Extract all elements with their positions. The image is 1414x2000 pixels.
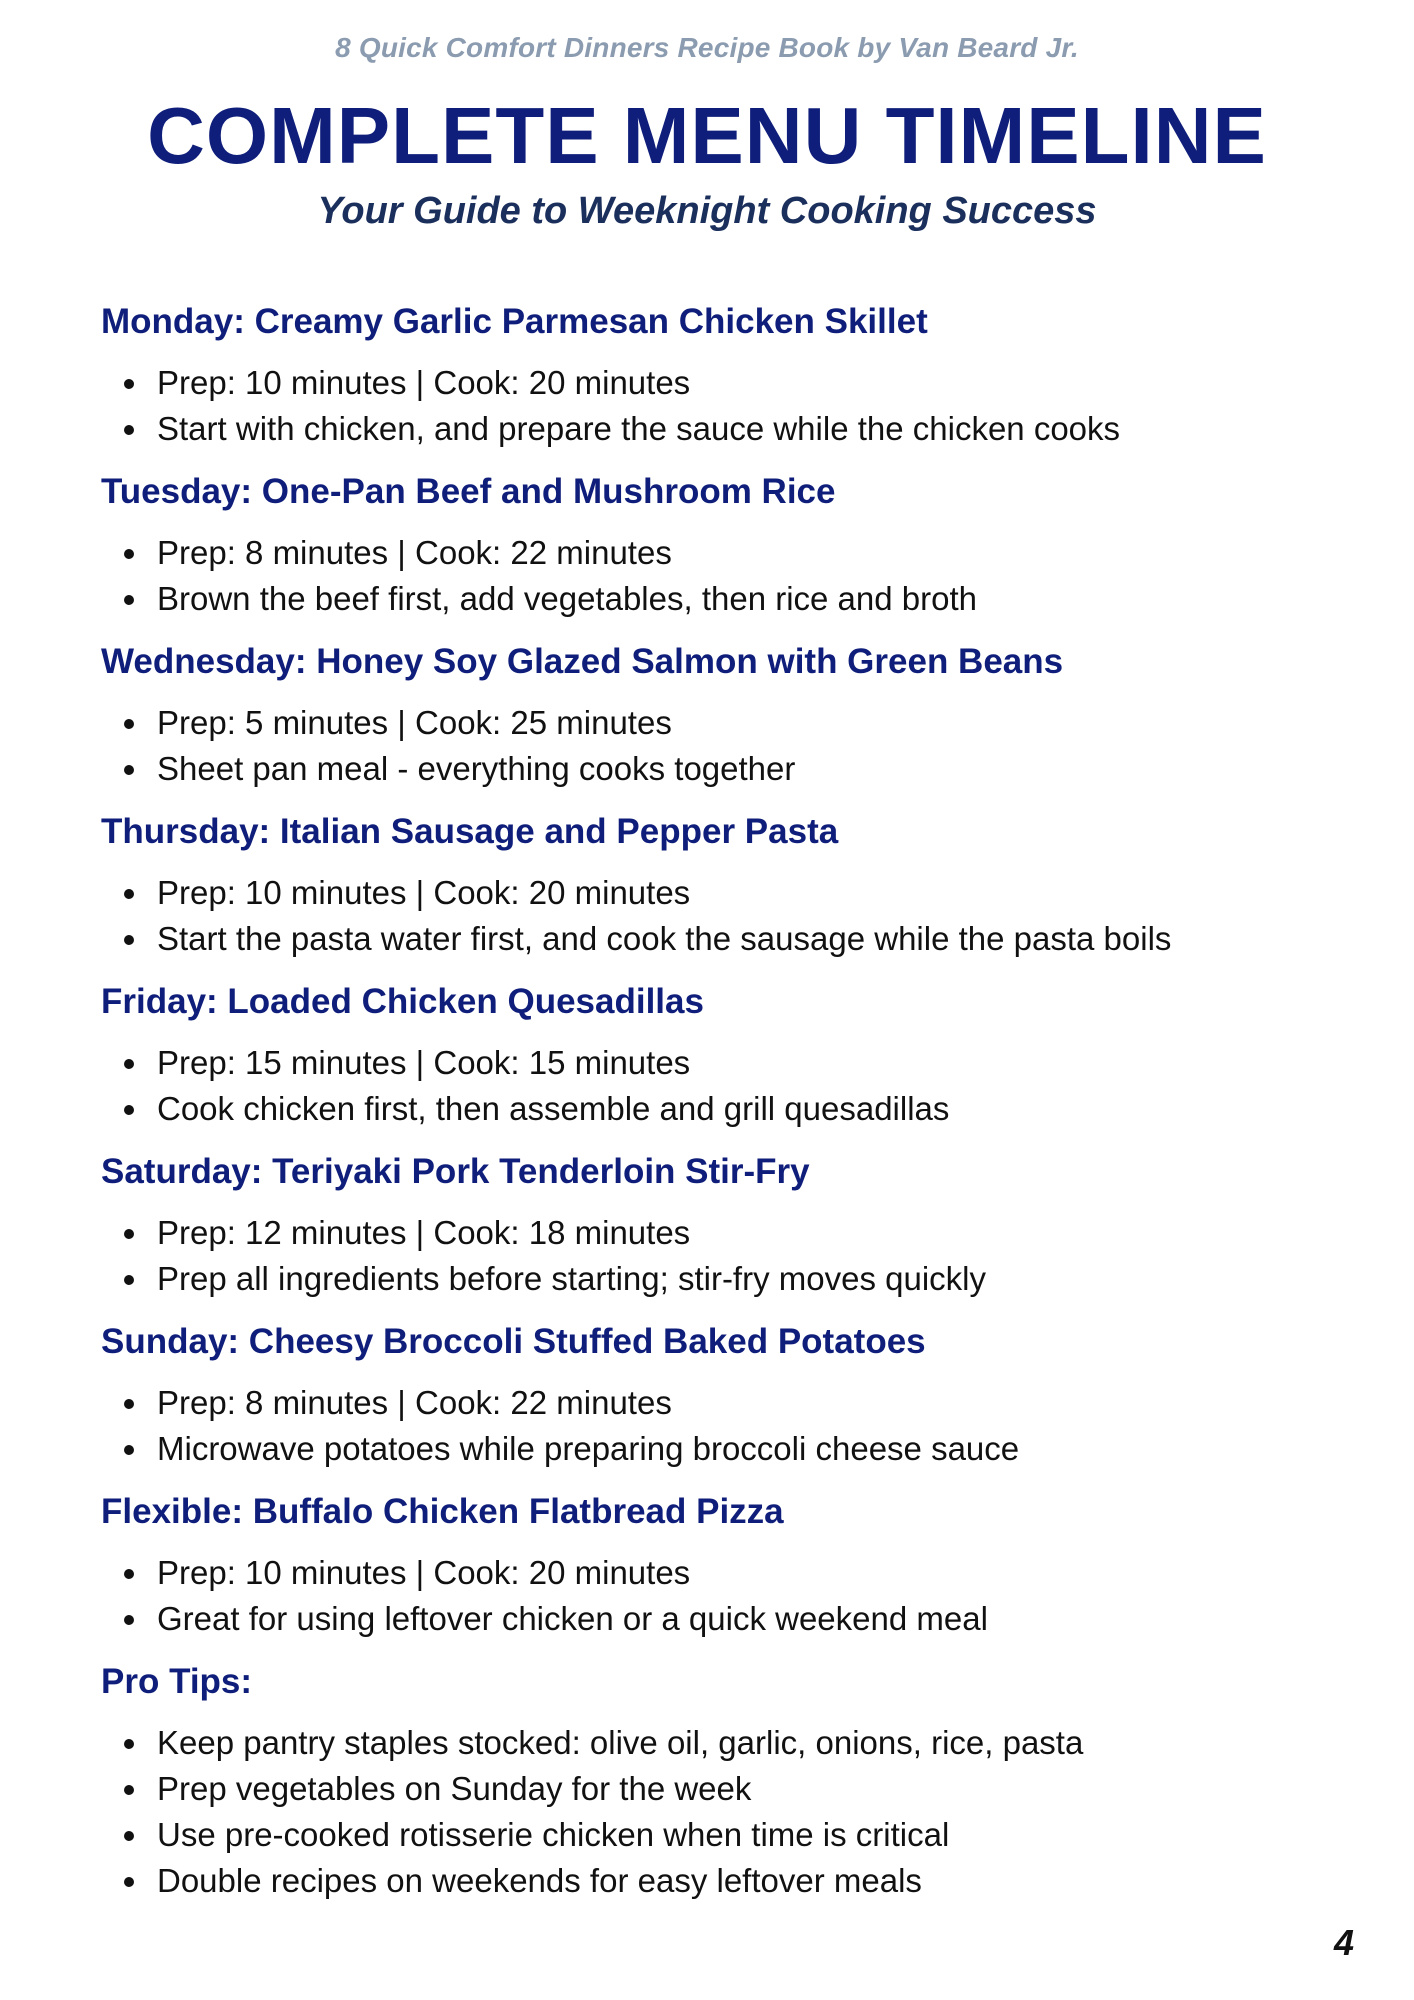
section-pro-tips xyxy=(101,1658,1301,1904)
list-item: Prep: 10 minutes | Cook: 20 minutes xyxy=(101,360,1301,406)
list-item: Prep: 8 minutes | Cook: 22 minutes xyxy=(101,1380,1301,1426)
section-heading: Friday: Loaded Chicken Quesadillas xyxy=(101,982,704,1021)
section-flexible xyxy=(101,1488,1301,1642)
page-title: COMPLETE MENU TIMELINE xyxy=(147,91,1267,180)
section-sunday xyxy=(101,1318,1301,1472)
list-item: Prep: 15 minutes | Cook: 15 minutes xyxy=(101,1040,1301,1086)
menu-timeline xyxy=(101,298,1301,1920)
section-list xyxy=(101,1720,1301,1904)
section-heading: Thursday: Italian Sausage and Pepper Pasta xyxy=(101,812,839,851)
section-tuesday xyxy=(101,468,1301,622)
list-item: Start the pasta water first, and cook the sausage while the pasta boils xyxy=(101,916,1301,962)
section-saturday xyxy=(101,1148,1301,1302)
section-list xyxy=(101,1380,1301,1472)
section-list xyxy=(101,1210,1301,1302)
section-heading: Monday: Creamy Garlic Parmesan Chicken Skillet xyxy=(101,302,928,341)
list-item: Prep: 8 minutes | Cook: 22 minutes xyxy=(101,530,1301,576)
section-heading: Pro Tips: xyxy=(101,1662,253,1701)
page-subtitle: Your Guide to Weeknight Cooking Success xyxy=(317,190,1097,232)
list-item: Prep: 10 minutes | Cook: 20 minutes xyxy=(101,1550,1301,1596)
list-item: Double recipes on weekends for easy leftover meals xyxy=(101,1858,1301,1904)
list-item: Great for using leftover chicken or a quick weekend meal xyxy=(101,1596,1301,1642)
book-title: 8 Quick Comfort Dinners Recipe Book by Van Beard Jr. xyxy=(335,32,1079,63)
list-item: Start with chicken, and prepare the sauce while the chicken cooks xyxy=(101,406,1301,452)
section-monday xyxy=(101,298,1301,452)
section-list xyxy=(101,530,1301,622)
list-item: Use pre-cooked rotisserie chicken when time is critical xyxy=(101,1812,1301,1858)
list-item: Prep: 12 minutes | Cook: 18 minutes xyxy=(101,1210,1301,1256)
list-item: Microwave potatoes while preparing broccoli cheese sauce xyxy=(101,1426,1301,1472)
section-heading: Saturday: Teriyaki Pork Tenderloin Stir-Fry xyxy=(101,1152,810,1191)
section-heading: Tuesday: One-Pan Beef and Mushroom Rice xyxy=(101,472,836,511)
section-heading: Wednesday: Honey Soy Glazed Salmon with Green Beans xyxy=(101,642,1064,681)
list-item: Prep all ingredients before starting; stir-fry moves quickly xyxy=(101,1256,1301,1302)
section-friday xyxy=(101,978,1301,1132)
section-heading: Flexible: Buffalo Chicken Flatbread Pizza xyxy=(101,1492,784,1531)
list-item: Prep: 5 minutes | Cook: 25 minutes xyxy=(101,700,1301,746)
section-heading: Sunday: Cheesy Broccoli Stuffed Baked Potatoes xyxy=(101,1322,926,1361)
section-list xyxy=(101,870,1301,962)
list-item: Prep: 10 minutes | Cook: 20 minutes xyxy=(101,870,1301,916)
list-item: Keep pantry staples stocked: olive oil, garlic, onions, rice, pasta xyxy=(101,1720,1301,1766)
section-list xyxy=(101,360,1301,452)
list-item: Prep vegetables on Sunday for the week xyxy=(101,1766,1301,1812)
list-item: Brown the beef first, add vegetables, then rice and broth xyxy=(101,576,1301,622)
list-item: Cook chicken first, then assemble and grill quesadillas xyxy=(101,1086,1301,1132)
section-list xyxy=(101,700,1301,792)
section-list xyxy=(101,1550,1301,1642)
section-thursday xyxy=(101,808,1301,962)
section-list xyxy=(101,1040,1301,1132)
list-item: Sheet pan meal - everything cooks together xyxy=(101,746,1301,792)
document-page: 8 Quick Comfort Dinners Recipe Book by Van Beard Jr. COMPLETE MENU TIMELINE Your Guide to Weeknight Cooking Success Monday: Creamy Garlic Parmesan Chicken Skillet Prep: 10 minutes | Cook: 20 minutes Start with chicken, and prepare the sauce while the chicken cooks Tuesday: One-Pan Beef and Mushroom Rice Prep: 8 minutes | Cook: 22 minutes Brown the beef first, add vegetables, then rice and broth Wednesday: Honey Soy Glazed Salmon with Green Beans Prep: 5 minutes | Cook: 25 minutes Sheet pan meal - everything cooks together Thursday: Italian Sausage and Pepper Pasta Prep: 10 minutes | Cook: 20 minutes Start the pasta water first, and cook the sausage while the pasta boils Friday: Loaded Chicken Quesadillas Prep: 15 minutes | Cook: 15 minutes Cook chicken first, then assemble and grill quesadillas Saturday: Teriyaki Pork Tenderloin Stir-Fry Prep: 12 minutes | Cook: 18 minutes Prep all ingredients before starting; stir-fry moves quickly Sunday: Cheesy Broccoli Stuffed Baked Potatoes Prep: 8 minutes | Cook: 22 minutes Microwave potatoes while preparing broccoli cheese sauce Flexible: Buffalo Chicken Flatbread Pizza Prep: 10 minutes | Cook: 20 minutes Great for using leftover chicken or a quick weekend meal Pro Tips: Keep pantry staples stocked: olive oil, garlic, onions, rice, pasta Prep vegetables on Sunday for the week Use pre-cooked rotisserie chicken when time is critical Double recipes on weekends for easy leftover meals 4 xyxy=(0,0,1414,2000)
section-wednesday xyxy=(101,638,1301,792)
